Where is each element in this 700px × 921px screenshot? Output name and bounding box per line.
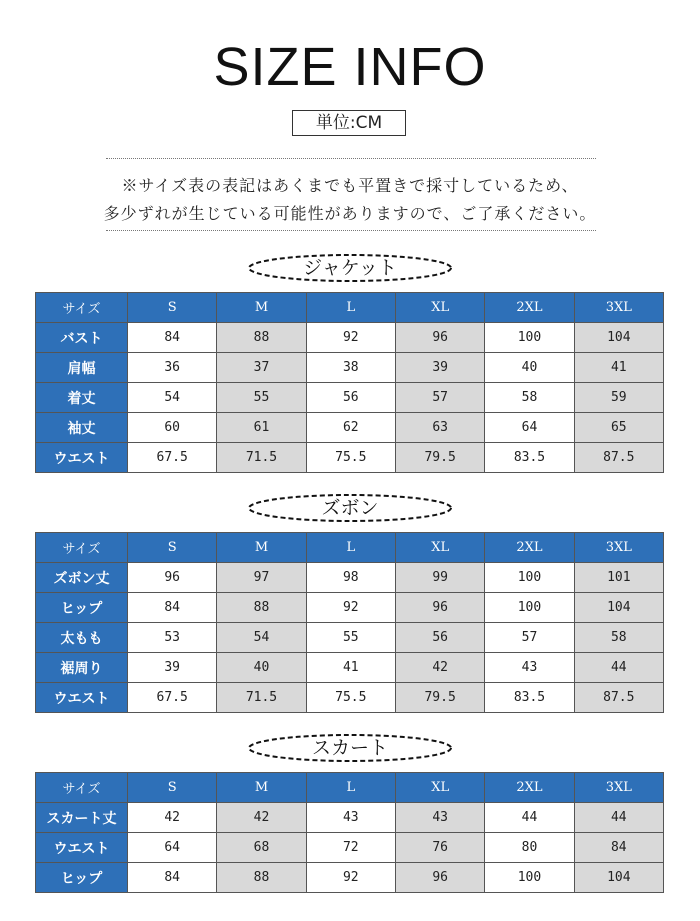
value-cell: 40 bbox=[485, 353, 574, 383]
value-cell: 79.5 bbox=[395, 683, 484, 713]
size-table-pants bbox=[35, 532, 664, 713]
value-cell: 84 bbox=[128, 863, 217, 893]
header-cell: サイズ bbox=[36, 293, 128, 323]
table-row bbox=[36, 563, 664, 593]
row-label: ウエスト bbox=[36, 683, 128, 713]
value-cell: 65 bbox=[574, 413, 663, 443]
value-cell: 99 bbox=[395, 563, 484, 593]
value-cell: 104 bbox=[574, 593, 663, 623]
header-cell: 3XL bbox=[574, 533, 663, 563]
header-cell: XL bbox=[395, 293, 484, 323]
header-cell: S bbox=[128, 533, 217, 563]
value-cell: 83.5 bbox=[485, 683, 574, 713]
value-cell: 96 bbox=[395, 863, 484, 893]
table-row bbox=[36, 353, 664, 383]
header-cell: S bbox=[128, 293, 217, 323]
header-cell: 3XL bbox=[574, 293, 663, 323]
table-header-row bbox=[36, 533, 664, 563]
value-cell: 88 bbox=[217, 863, 306, 893]
value-cell: 84 bbox=[128, 323, 217, 353]
size-table-skirt bbox=[35, 772, 664, 893]
value-cell: 72 bbox=[306, 833, 395, 863]
row-label: 太もも bbox=[36, 623, 128, 653]
value-cell: 71.5 bbox=[217, 683, 306, 713]
table-row bbox=[36, 683, 664, 713]
value-cell: 64 bbox=[128, 833, 217, 863]
value-cell: 42 bbox=[217, 803, 306, 833]
value-cell: 80 bbox=[485, 833, 574, 863]
value-cell: 55 bbox=[217, 383, 306, 413]
row-label: 裾周り bbox=[36, 653, 128, 683]
value-cell: 87.5 bbox=[574, 443, 663, 473]
value-cell: 64 bbox=[485, 413, 574, 443]
table-row bbox=[36, 863, 664, 893]
value-cell: 39 bbox=[128, 653, 217, 683]
header-cell: M bbox=[217, 773, 306, 803]
value-cell: 54 bbox=[128, 383, 217, 413]
value-cell: 41 bbox=[574, 353, 663, 383]
value-cell: 104 bbox=[574, 863, 663, 893]
row-label: 着丈 bbox=[36, 383, 128, 413]
row-label: バスト bbox=[36, 323, 128, 353]
header-cell: 2XL bbox=[485, 773, 574, 803]
value-cell: 43 bbox=[306, 803, 395, 833]
value-cell: 44 bbox=[574, 653, 663, 683]
value-cell: 101 bbox=[574, 563, 663, 593]
value-cell: 57 bbox=[395, 383, 484, 413]
page-title: SIZE INFO bbox=[213, 37, 487, 97]
header-cell: M bbox=[217, 293, 306, 323]
table-row bbox=[36, 653, 664, 683]
value-cell: 58 bbox=[485, 383, 574, 413]
value-cell: 75.5 bbox=[306, 683, 395, 713]
value-cell: 76 bbox=[395, 833, 484, 863]
value-cell: 79.5 bbox=[395, 443, 484, 473]
value-cell: 55 bbox=[306, 623, 395, 653]
value-cell: 57 bbox=[485, 623, 574, 653]
row-label: ヒップ bbox=[36, 863, 128, 893]
table-row bbox=[36, 443, 664, 473]
value-cell: 53 bbox=[128, 623, 217, 653]
value-cell: 84 bbox=[128, 593, 217, 623]
value-cell: 71.5 bbox=[217, 443, 306, 473]
value-cell: 98 bbox=[306, 563, 395, 593]
value-cell: 96 bbox=[395, 593, 484, 623]
value-cell: 37 bbox=[217, 353, 306, 383]
value-cell: 42 bbox=[395, 653, 484, 683]
divider-bottom bbox=[106, 230, 596, 231]
value-cell: 68 bbox=[217, 833, 306, 863]
value-cell: 97 bbox=[217, 563, 306, 593]
header-cell: XL bbox=[395, 533, 484, 563]
value-cell: 96 bbox=[395, 323, 484, 353]
value-cell: 92 bbox=[306, 863, 395, 893]
header-cell: サイズ bbox=[36, 773, 128, 803]
value-cell: 60 bbox=[128, 413, 217, 443]
section-title-text: スカート bbox=[311, 737, 388, 759]
row-label: 肩幅 bbox=[36, 353, 128, 383]
value-cell: 75.5 bbox=[306, 443, 395, 473]
value-cell: 40 bbox=[217, 653, 306, 683]
header-cell: サイズ bbox=[36, 533, 128, 563]
section-title-pants bbox=[0, 493, 700, 523]
unit-label: 単位:CM bbox=[292, 110, 406, 136]
note-line-1: ※サイズ表の表記はあくまでも平置きで採寸しているため、 bbox=[121, 176, 579, 195]
value-cell: 104 bbox=[574, 323, 663, 353]
value-cell: 56 bbox=[306, 383, 395, 413]
value-cell: 38 bbox=[306, 353, 395, 383]
value-cell: 100 bbox=[485, 593, 574, 623]
divider-top bbox=[106, 158, 596, 159]
value-cell: 83.5 bbox=[485, 443, 574, 473]
header-cell: L bbox=[306, 533, 395, 563]
value-cell: 42 bbox=[128, 803, 217, 833]
value-cell: 87.5 bbox=[574, 683, 663, 713]
row-label: ズボン丈 bbox=[36, 563, 128, 593]
value-cell: 54 bbox=[217, 623, 306, 653]
value-cell: 36 bbox=[128, 353, 217, 383]
row-label: ウエスト bbox=[36, 443, 128, 473]
table-header-row bbox=[36, 773, 664, 803]
value-cell: 61 bbox=[217, 413, 306, 443]
header-cell: XL bbox=[395, 773, 484, 803]
value-cell: 62 bbox=[306, 413, 395, 443]
value-cell: 56 bbox=[395, 623, 484, 653]
value-cell: 39 bbox=[395, 353, 484, 383]
row-label: ヒップ bbox=[36, 593, 128, 623]
value-cell: 84 bbox=[574, 833, 663, 863]
value-cell: 92 bbox=[306, 323, 395, 353]
value-cell: 96 bbox=[128, 563, 217, 593]
section-title-text: ズボン bbox=[321, 497, 379, 519]
row-label: 袖丈 bbox=[36, 413, 128, 443]
header-cell: L bbox=[306, 773, 395, 803]
table-row bbox=[36, 323, 664, 353]
header-cell: L bbox=[306, 293, 395, 323]
value-cell: 67.5 bbox=[128, 443, 217, 473]
value-cell: 100 bbox=[485, 863, 574, 893]
value-cell: 92 bbox=[306, 593, 395, 623]
value-cell: 43 bbox=[395, 803, 484, 833]
value-cell: 63 bbox=[395, 413, 484, 443]
note-line-2: 多少ずれが生じている可能性がありますので、ご了承ください。 bbox=[103, 204, 597, 223]
value-cell: 100 bbox=[485, 563, 574, 593]
value-cell: 44 bbox=[574, 803, 663, 833]
table-row bbox=[36, 593, 664, 623]
table-row bbox=[36, 383, 664, 413]
section-title-text: ジャケット bbox=[303, 257, 397, 279]
size-table-jacket bbox=[35, 292, 664, 473]
header-cell: 2XL bbox=[485, 293, 574, 323]
table-row bbox=[36, 833, 664, 863]
table-row bbox=[36, 623, 664, 653]
value-cell: 88 bbox=[217, 593, 306, 623]
table-header-row bbox=[36, 293, 664, 323]
value-cell: 58 bbox=[574, 623, 663, 653]
value-cell: 88 bbox=[217, 323, 306, 353]
header-cell: S bbox=[128, 773, 217, 803]
table-row bbox=[36, 803, 664, 833]
table-row bbox=[36, 413, 664, 443]
value-cell: 67.5 bbox=[128, 683, 217, 713]
row-label: ウエスト bbox=[36, 833, 128, 863]
header-cell: 3XL bbox=[574, 773, 663, 803]
value-cell: 43 bbox=[485, 653, 574, 683]
value-cell: 59 bbox=[574, 383, 663, 413]
header-cell: M bbox=[217, 533, 306, 563]
value-cell: 41 bbox=[306, 653, 395, 683]
header-cell: 2XL bbox=[485, 533, 574, 563]
row-label: スカート丈 bbox=[36, 803, 128, 833]
value-cell: 100 bbox=[485, 323, 574, 353]
section-title-skirt bbox=[0, 733, 700, 763]
section-title-jacket bbox=[0, 253, 700, 283]
value-cell: 44 bbox=[485, 803, 574, 833]
